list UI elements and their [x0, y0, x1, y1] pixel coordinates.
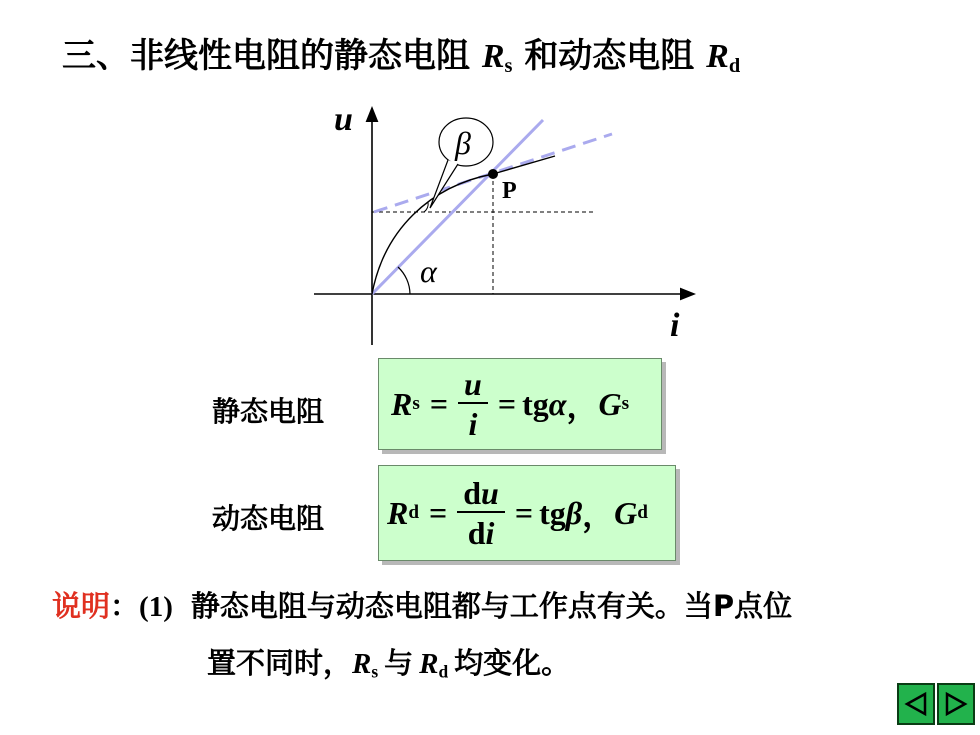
note-colon: ： — [110, 589, 140, 623]
previous-slide-button[interactable] — [897, 683, 935, 725]
title-rs-sub: s — [504, 55, 513, 78]
beta-label: β — [455, 125, 471, 161]
static-fraction — [458, 368, 488, 440]
characteristic-curve — [372, 156, 555, 294]
u-i-characteristic-diagram — [300, 100, 700, 345]
slide-navigation — [897, 683, 975, 727]
dynamic-tg: tg — [539, 494, 566, 531]
static-fraction-numerator: u — [458, 368, 488, 404]
title-middle: 和动态电阻 — [524, 36, 695, 76]
title-rd-sub: d — [728, 55, 741, 78]
dynamic-num-d: d — [463, 475, 482, 511]
static-equals: = — [429, 385, 449, 422]
alpha-arc — [398, 267, 410, 294]
title-prefix: 三、非线性电阻的静态电阻 — [62, 36, 470, 76]
dynamic-den-var: i — [485, 515, 495, 551]
dynamic-den-d: d — [467, 515, 486, 551]
note-line2-b: 与 — [384, 646, 414, 680]
dynamic-resistance-label: 动态电阻 — [212, 502, 325, 535]
note-rd-sub: d — [438, 661, 449, 682]
triangle-left-icon — [903, 691, 929, 717]
static-fraction-denominator: i — [468, 406, 478, 442]
dynamic-rd-sub: d — [408, 502, 420, 523]
dynamic-rd-symbol: R — [387, 494, 409, 531]
dynamic-equals-2: = — [514, 494, 534, 531]
triangle-right-icon — [943, 691, 969, 717]
operating-point — [488, 169, 498, 179]
note-rd-symbol: R — [419, 648, 439, 680]
point-p-label: P — [502, 178, 517, 204]
dynamic-g-sub: d — [637, 502, 648, 523]
i-axis-label: i — [670, 307, 680, 344]
static-rs-sub: s — [412, 393, 420, 414]
note-index: (1) — [139, 591, 173, 623]
dynamic-fraction-denominator — [468, 513, 495, 549]
dynamic-num-var: u — [481, 475, 499, 511]
explanation-note — [52, 578, 792, 699]
static-g-sub: s — [621, 393, 630, 414]
static-tg: tg — [522, 385, 549, 422]
note-line-2 — [52, 635, 792, 699]
beta-callout-pointer — [430, 160, 458, 208]
note-lead: 说明 — [52, 589, 111, 623]
page-title — [62, 28, 740, 78]
note-line-1 — [52, 578, 792, 635]
note-rs-symbol: R — [352, 648, 372, 680]
note-line2-a: 置不同时， — [207, 646, 353, 680]
static-g-symbol: G — [598, 385, 622, 422]
note-line1-text: 静态电阻与动态电阻都与工作点有关。当P点位 — [190, 589, 793, 623]
static-rs-symbol: R — [391, 385, 413, 422]
u-axis-label: u — [334, 101, 353, 138]
static-equals-2: = — [497, 385, 517, 422]
dynamic-comma: ， — [582, 497, 615, 533]
dynamic-fraction-numerator — [457, 477, 505, 513]
dynamic-angle: β — [565, 494, 583, 531]
next-slide-button[interactable] — [937, 683, 975, 725]
static-resistance-label: 静态电阻 — [212, 395, 325, 428]
note-rs-sub: s — [371, 661, 379, 682]
note-line2-c: 均变化。 — [454, 646, 571, 680]
dynamic-equals: = — [429, 494, 448, 531]
dynamic-formula-box — [378, 465, 676, 561]
title-rd-symbol: R — [706, 38, 729, 75]
static-comma: ， — [566, 388, 599, 424]
title-rs-symbol: R — [481, 38, 505, 75]
static-formula-box — [378, 358, 662, 450]
dynamic-fraction — [457, 477, 505, 549]
alpha-label: α — [420, 253, 437, 289]
static-angle: α — [548, 385, 567, 422]
dynamic-g-symbol: G — [614, 494, 638, 531]
